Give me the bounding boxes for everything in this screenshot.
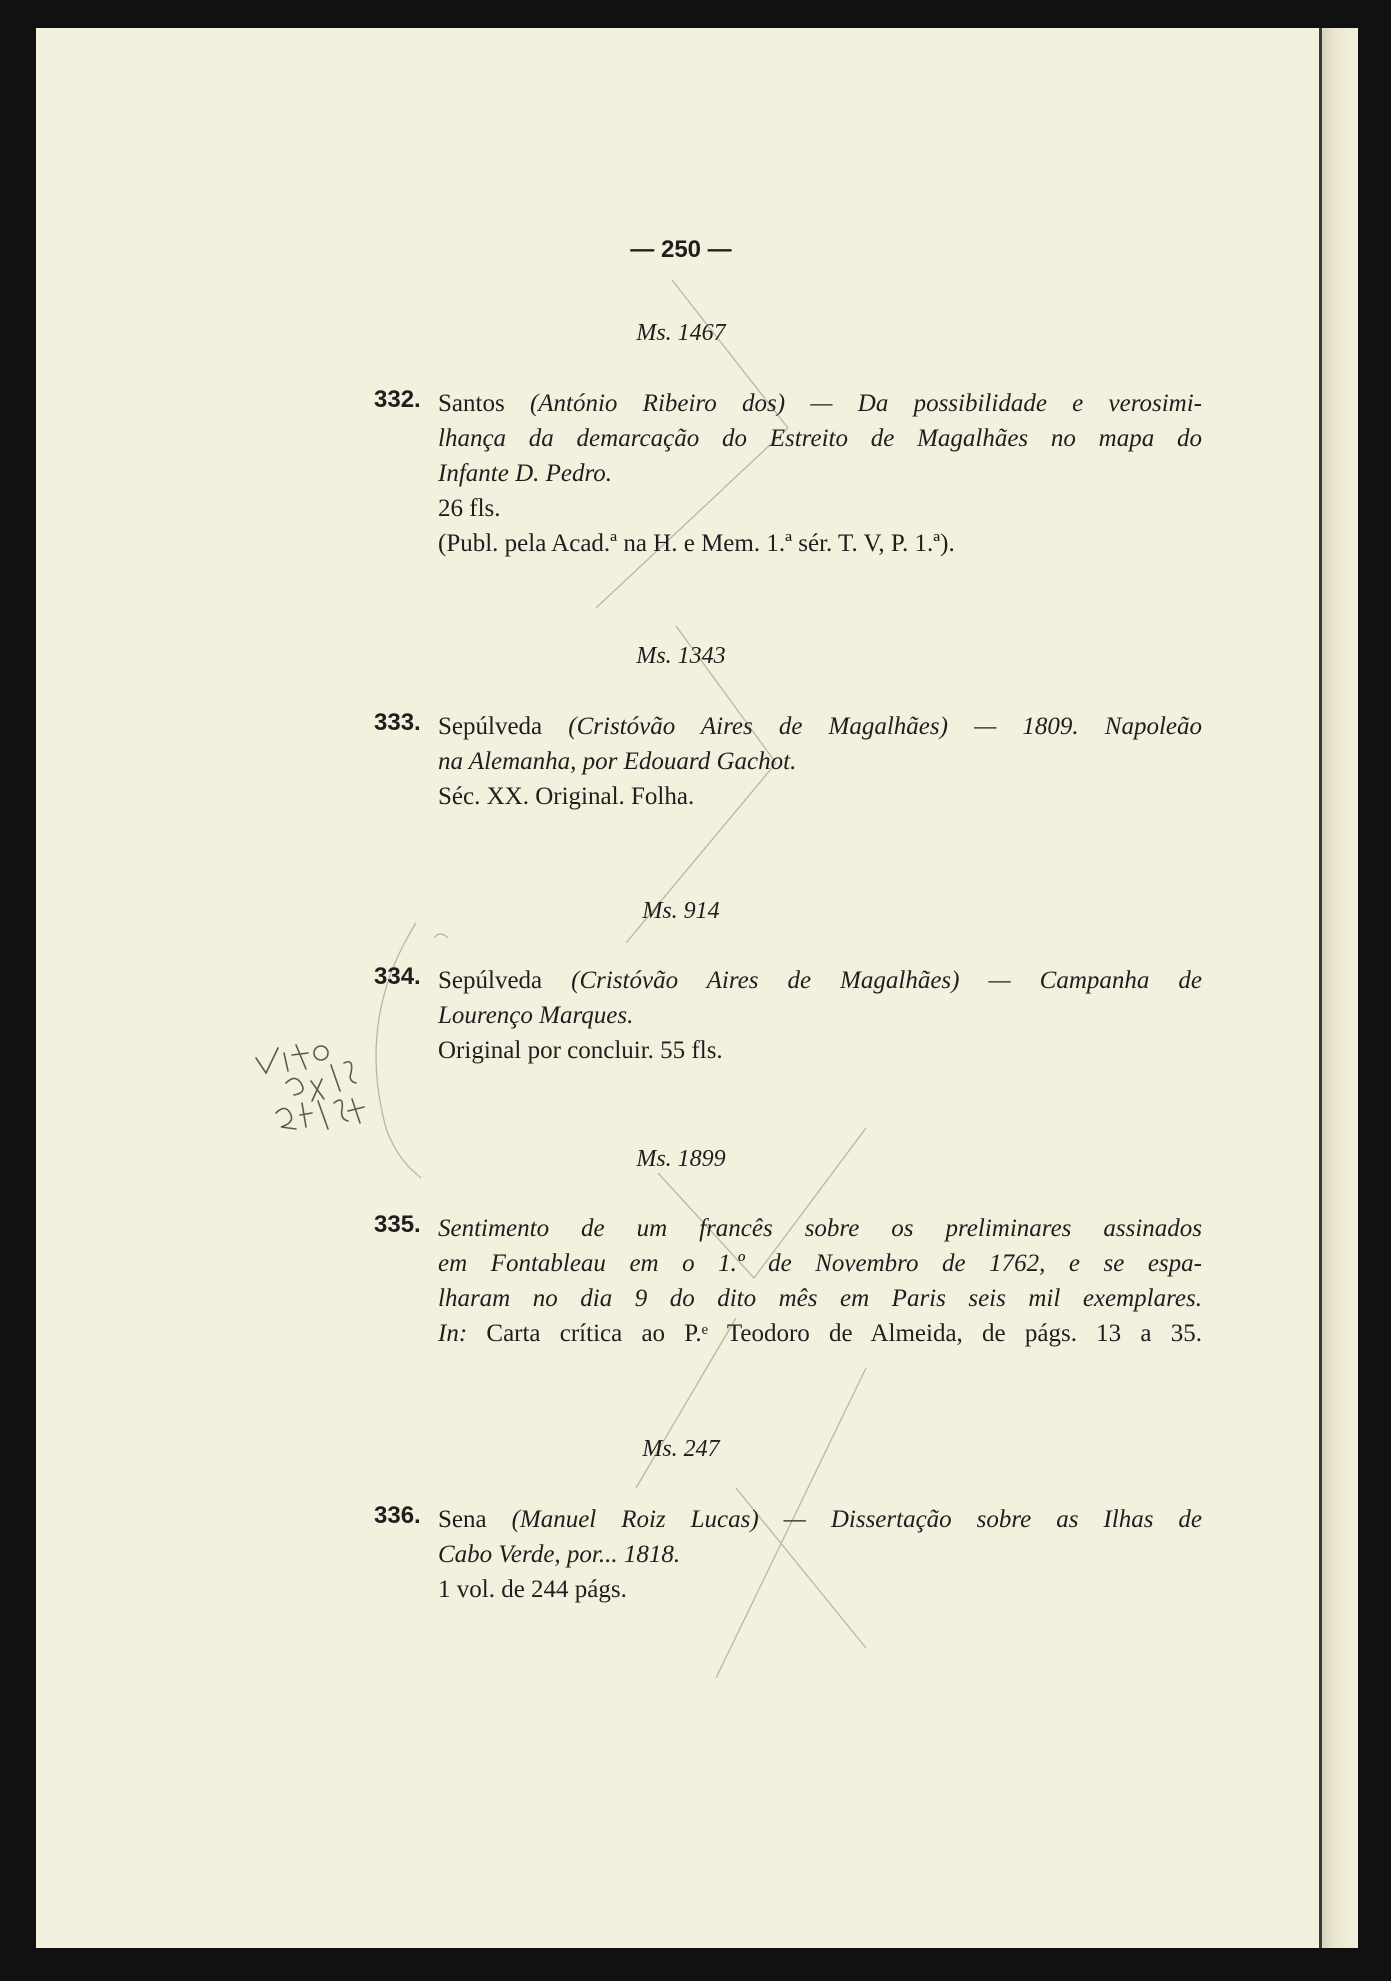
catalogue-entry (374, 963, 1202, 1068)
document-page (36, 28, 1358, 1948)
entry-line (438, 744, 1202, 779)
entry-line (438, 709, 1202, 744)
italic-text: Cabo Verde, por... 1818. (438, 1541, 681, 1568)
entry-line (438, 386, 1202, 421)
entry-line (438, 1033, 1202, 1068)
italic-text: em Fontableau em o 1.º de Novembro de 1762, e se espa- (438, 1250, 1202, 1277)
entry-line (438, 1246, 1202, 1281)
entry-line (438, 1537, 1202, 1572)
entry-line (438, 998, 1202, 1033)
roman-text: (Publ. pela Acad.ª na H. e Mem. 1.ª sér. T. V, P. 1.ª). (438, 530, 955, 557)
entry-line (438, 456, 1202, 491)
italic-text: Infante D. Pedro. (438, 460, 613, 487)
roman-text: Santos (438, 390, 530, 417)
catalogue-entry (374, 709, 1202, 814)
manuscript-heading: Ms. 914 (642, 898, 720, 924)
italic-text: (Manuel Roiz Lucas) — Dissertação sobre as Ilhas de (511, 1506, 1202, 1533)
italic-text: Lourenço Marques. (438, 1002, 634, 1029)
entry-line (438, 421, 1202, 456)
entry-line (438, 1572, 1202, 1607)
handwritten-signature (236, 1003, 396, 1153)
italic-text: In: (438, 1320, 487, 1347)
italic-text: lhança da demarcação do Estreito de Magalhães no mapa do (438, 425, 1202, 452)
manuscript-heading: Ms. 1467 (636, 320, 726, 346)
italic-text: na Alemanha, por Edouard Gachot. (438, 748, 797, 775)
roman-text: 26 fls. (438, 495, 501, 522)
roman-text: Sena (438, 1506, 512, 1533)
entry-line (438, 963, 1202, 998)
catalogue-entry (374, 386, 1202, 561)
entry-line (438, 1211, 1202, 1246)
manuscript-heading: Ms. 1343 (636, 643, 726, 669)
entry-number: 335. (374, 1211, 421, 1238)
entry-number: 332. (374, 386, 421, 413)
roman-text: Original por concluir. 55 fls. (438, 1037, 723, 1064)
facing-page-edge (1319, 28, 1358, 1948)
roman-text: Carta crítica ao P.ᵉ Teodoro de Almeida, de págs. 13 a 35. (486, 1320, 1202, 1347)
entry-number: 334. (374, 963, 421, 990)
entry-line (438, 1316, 1202, 1351)
manuscript-heading: Ms. 247 (642, 1436, 720, 1462)
catalogue-entry (374, 1211, 1202, 1351)
entry-line (438, 491, 1202, 526)
page-number: — 250 — (630, 236, 732, 263)
entry-line (438, 1281, 1202, 1316)
italic-text: (Cristóvão Aires de Magalhães) — Campanha de (571, 967, 1202, 994)
roman-text: Sepúlveda (438, 967, 572, 994)
italic-text: lharam no dia 9 do dito mês em Paris seis mil exemplares. (438, 1285, 1202, 1312)
italic-text: Sentimento de um francês sobre os preliminares assinados (438, 1215, 1202, 1242)
entry-line (438, 779, 1202, 814)
entry-number: 333. (374, 709, 421, 736)
entry-line (438, 526, 1202, 561)
roman-text: 1 vol. de 244 págs. (438, 1576, 627, 1603)
roman-text: Sepúlveda (438, 713, 569, 740)
entry-line (438, 1502, 1202, 1537)
italic-text: (Cristóvão Aires de Magalhães) — 1809. Napoleão (568, 713, 1202, 740)
manuscript-heading: Ms. 1899 (636, 1146, 726, 1172)
entry-number: 336. (374, 1502, 421, 1529)
roman-text: Séc. XX. Original. Folha. (438, 783, 695, 810)
catalogue-entry (374, 1502, 1202, 1607)
italic-text: (António Ribeiro dos) — Da possibilidade e verosimi- (529, 390, 1202, 417)
